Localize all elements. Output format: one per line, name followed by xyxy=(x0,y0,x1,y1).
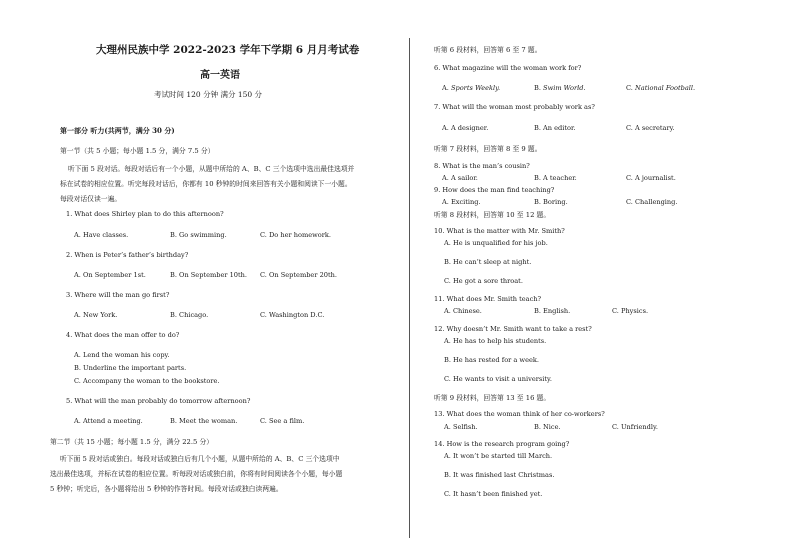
option-14b: B. It was finished last Christmas. xyxy=(444,471,555,479)
option-5b: B. Meet the woman. xyxy=(170,417,238,425)
question-8: 8. What is the man’s cousin? xyxy=(434,162,530,170)
exam-subtitle: 高一英语 xyxy=(200,70,240,81)
section1-instruction-line: 听下面 5 段对话。每段对话后有一个小题，从题中所给的 A、B、C 三个选项中选出最佳选项并 xyxy=(68,165,355,173)
option-2a: A. On September 1st. xyxy=(74,271,146,279)
question-3: 3. Where will the man go first? xyxy=(66,291,170,299)
listen-cue-7: 听第 7 段材料，回答第 8 至 9 题。 xyxy=(434,145,542,153)
question-6: 6. What magazine will the woman work for? xyxy=(434,64,582,72)
option-7a: A. A designer. xyxy=(442,124,489,132)
section2-instruction-line: 听下面 5 段对话或独白。每段对话或独白后有几个小题，从题中所给的 A、B、C 三个选项中 xyxy=(60,455,340,463)
question-2: 2. When is Peter’s father’s birthday? xyxy=(66,251,189,259)
listen-cue-6: 听第 6 段材料，回答第 6 至 7 题。 xyxy=(434,46,542,54)
option-12a: A. He has to help his students. xyxy=(444,337,547,345)
section1-heading: 第一节（共 5 小题；每小题 1.5 分，满分 7.5 分） xyxy=(60,147,215,155)
option-13c: C. Unfriendly. xyxy=(612,423,658,431)
option-11a: A. Chinese. xyxy=(444,307,482,315)
section2-heading: 第二节（共 15 小题；每小题 1.5 分，满分 22.5 分） xyxy=(50,438,214,446)
option-6c-title: National Football. xyxy=(635,84,696,92)
question-12: 12. Why doesn’t Mr. Smith want to take a rest? xyxy=(434,325,592,333)
question-9: 9. How does the man find teaching? xyxy=(434,186,555,194)
section2-instruction-line: 选出最佳选项，并标在试卷的相应位置。听每段对话或独白前，你将有时间阅读各个小题，每小题 xyxy=(50,470,343,478)
option-6a-title: Sports Weekly. xyxy=(450,84,501,92)
option-3c: C. Washington D.C. xyxy=(260,311,325,319)
option-2b: B. On September 10th. xyxy=(170,271,247,279)
option-4a: A. Lend the woman his copy. xyxy=(74,351,170,359)
question-13: 13. What does the woman think of her co-workers? xyxy=(434,410,605,418)
option-11c: C. Physics. xyxy=(612,307,649,315)
option-1b: B. Go swimming. xyxy=(170,231,227,239)
exam-title: 大理州民族中学 2022-2023 学年下学期 6 月月考试卷 xyxy=(96,44,360,56)
section1-instruction-line: 每段对话仅读一遍。 xyxy=(60,195,122,203)
listen-cue-8: 听第 8 段材料，回答第 10 至 12 题。 xyxy=(434,211,551,219)
question-10: 10. What is the matter with Mr. Smith? xyxy=(434,227,565,235)
section1-instruction-line: 标在试卷的相应位置。听完每段对话后，你都有 10 秒钟的时间来回答有关小题和阅读下一小题。 xyxy=(60,180,352,188)
question-1: 1. What does Shirley plan to do this afternoon? xyxy=(66,210,224,218)
option-5a: A. Attend a meeting. xyxy=(74,417,143,425)
question-11: 11. What does Mr. Smith teach? xyxy=(434,295,542,303)
option-14a: A. It won’t be started till March. xyxy=(444,452,553,460)
question-4: 4. What does the man offer to do? xyxy=(66,331,180,339)
question-7: 7. What will the woman most probably work as? xyxy=(434,103,595,111)
option-9c: C. Challenging. xyxy=(626,198,678,206)
option-6c: C. National Football. xyxy=(626,84,696,92)
option-3b: B. Chicago. xyxy=(170,311,209,319)
option-7b: B. An editor. xyxy=(534,124,576,132)
option-12b: B. He has rested for a week. xyxy=(444,356,539,364)
option-9b: B. Boring. xyxy=(534,198,568,206)
option-14c: C. It hasn’t been finished yet. xyxy=(444,490,543,498)
option-13a: A. Selfish. xyxy=(444,423,478,431)
option-6a: A. Sports Weekly. xyxy=(442,84,501,92)
part1-heading: 第一部分 听力(共两节，满分 30 分) xyxy=(60,126,175,135)
option-1c: C. Do her homework. xyxy=(260,231,331,239)
option-1a: A. Have classes. xyxy=(74,231,129,239)
option-10a: A. He is unqualified for his job. xyxy=(444,239,548,247)
option-11b: B. English. xyxy=(534,307,571,315)
listen-cue-9: 听第 9 段材料，回答第 13 至 16 题。 xyxy=(434,394,551,402)
option-4b: B. Underline the important parts. xyxy=(74,364,187,372)
option-5c: C. See a film. xyxy=(260,417,305,425)
option-2c: C. On September 20th. xyxy=(260,271,337,279)
option-7c: C. A secretary. xyxy=(626,124,675,132)
option-8c: C. A journalist. xyxy=(626,174,676,182)
section2-instruction-line: 5 秒钟；听完后，各小题将给出 5 秒钟的作答时间。每段对话或独白读两遍。 xyxy=(50,485,283,493)
column-divider xyxy=(409,38,410,538)
option-3a: A. New York. xyxy=(74,311,118,319)
option-8a: A. A sailor. xyxy=(442,174,478,182)
option-12c: C. He wants to visit a university. xyxy=(444,375,552,383)
option-9a: A. Exciting. xyxy=(442,198,481,206)
option-10b: B. He can’t sleep at night. xyxy=(444,258,532,266)
exam-info: 考试时间 120 分钟 满分 150 分 xyxy=(154,90,263,99)
option-4c: C. Accompany the woman to the bookstore. xyxy=(74,377,220,385)
option-13b: B. Nice. xyxy=(534,423,561,431)
option-6b-title: Swim World. xyxy=(543,84,586,92)
question-14: 14. How is the research program going? xyxy=(434,440,570,448)
option-6b: B. Swim World. xyxy=(534,84,586,92)
option-10c: C. He got a sore throat. xyxy=(444,277,523,285)
option-8b: B. A teacher. xyxy=(534,174,577,182)
question-5: 5. What will the man probably do tomorrow afternoon? xyxy=(66,397,251,405)
